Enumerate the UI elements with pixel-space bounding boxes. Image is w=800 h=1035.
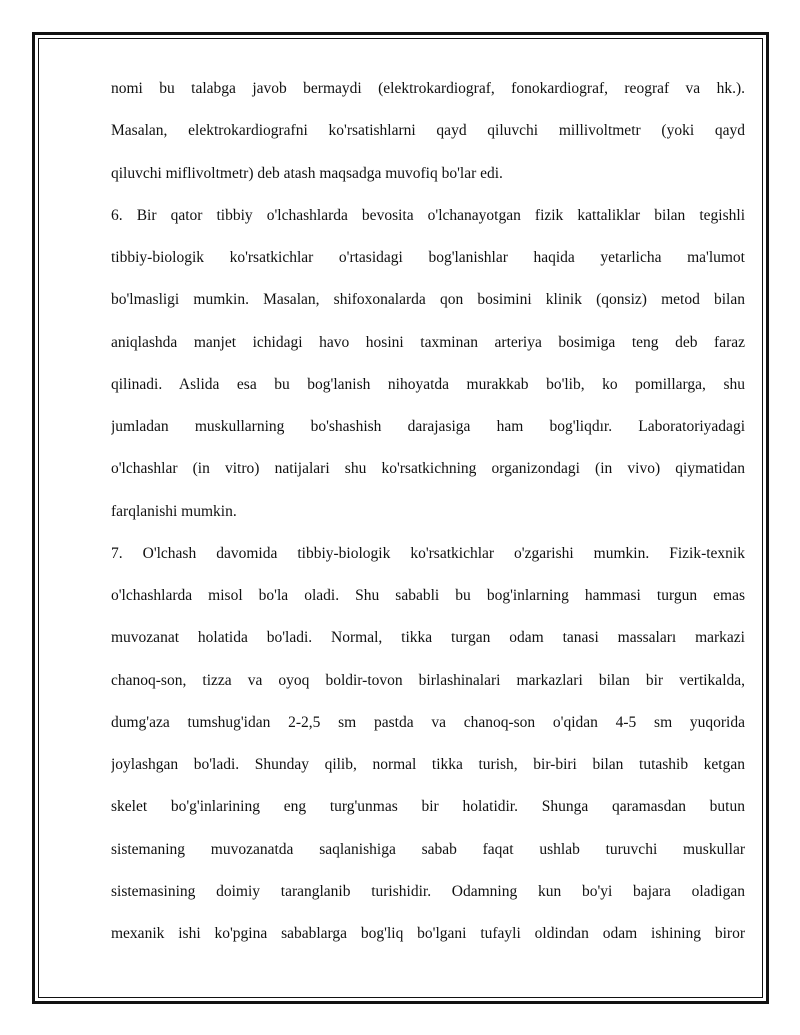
text-line: nomi bu talabga javob bermaydi (elektrokardiograf, fonokardiograf, reograf va hk.). xyxy=(111,80,745,97)
text-line: o'lchashlarda misol bo'la oladi. Shu sababli bu bog'inlarning hammasi turgun emas xyxy=(111,587,745,604)
text-line: muvozanat holatida bo'ladi. Normal, tikka turgan odam tanasi massaları markazi xyxy=(111,629,745,647)
text-line: mexanik ishi ko'pgina sabablarga bog'liq bo'lgani tufayli oldindan odam ishining biror xyxy=(111,925,745,942)
text-line: o'lchashlar (in vitro) natijalari shu ko'rsatkichning organizondagi (in vivo) qiymatidan xyxy=(111,460,745,478)
text-line: qilinadi. Aslida esa bu bog'lanish nihoyatda murakkab bo'lib, ko pomillarga, shu xyxy=(111,375,745,393)
text-line: sistemasining doimiy taranglanib turishidir. Odamning kun bo'yi bajara oladigan xyxy=(111,882,745,900)
text-line: tibbiy-biologik ko'rsatkichlar o'rtasidagi bog'lanishlar haqida yetarlicha ma'lumot xyxy=(111,249,745,266)
text-line: joylashgan bo'ladi. Shunday qilib, normal tikka turish, bir-biri bilan tutashib ketgan xyxy=(111,756,745,773)
text-line: skelet bo'g'inlarining eng turg'unmas bir holatidir. Shunga qaramasdan butun xyxy=(111,798,745,816)
text-line: 7. O'lchash davomida tibbiy-biologik ko'rsatkichlar o'zgarishi mumkin. Fizik-texnik xyxy=(111,544,745,562)
text-line: farqlanishi mumkin. xyxy=(111,502,237,520)
text-line: sistemaning muvozanatda saqlanishiga sabab faqat ushlab turuvchi muskullar xyxy=(111,840,745,858)
text-line: 6. Bir qator tibbiy o'lchashlarda bevosita o'lchanayotgan fizik kattaliklar bilan tegishli xyxy=(111,206,745,224)
text-line: chanoq-son, tizza va oyoq boldir-tovon birlashinalari markazlari bilan bir vertikalda, xyxy=(111,671,745,689)
text-line: qiluvchi miflivoltmetr) deb atash maqsadga muvofiq bo'lar edi. xyxy=(111,164,503,182)
text-line: bo'lmasligi mumkin. Masalan, shifoxonalarda qon bosimini klinik (qonsiz) metod bilan xyxy=(111,291,745,309)
text-line: jumladan muskullarning bo'shashish darajasiga ham bog'liqdır. Laboratoriyadagi xyxy=(111,418,745,435)
document-body xyxy=(111,68,745,955)
text-line: aniqlashda manjet ichidagi havo hosini taxminan arteriya bosimiga teng deb faraz xyxy=(111,333,745,351)
text-line: Masalan, elektrokardiografni ko'rsatishlarni qayd qiluvchi millivoltmetr (yoki qayd xyxy=(111,122,745,140)
text-line: dumg'aza tumshug'idan 2-2,5 sm pastda va chanoq-son o'qidan 4-5 sm yuqorida xyxy=(111,713,745,731)
